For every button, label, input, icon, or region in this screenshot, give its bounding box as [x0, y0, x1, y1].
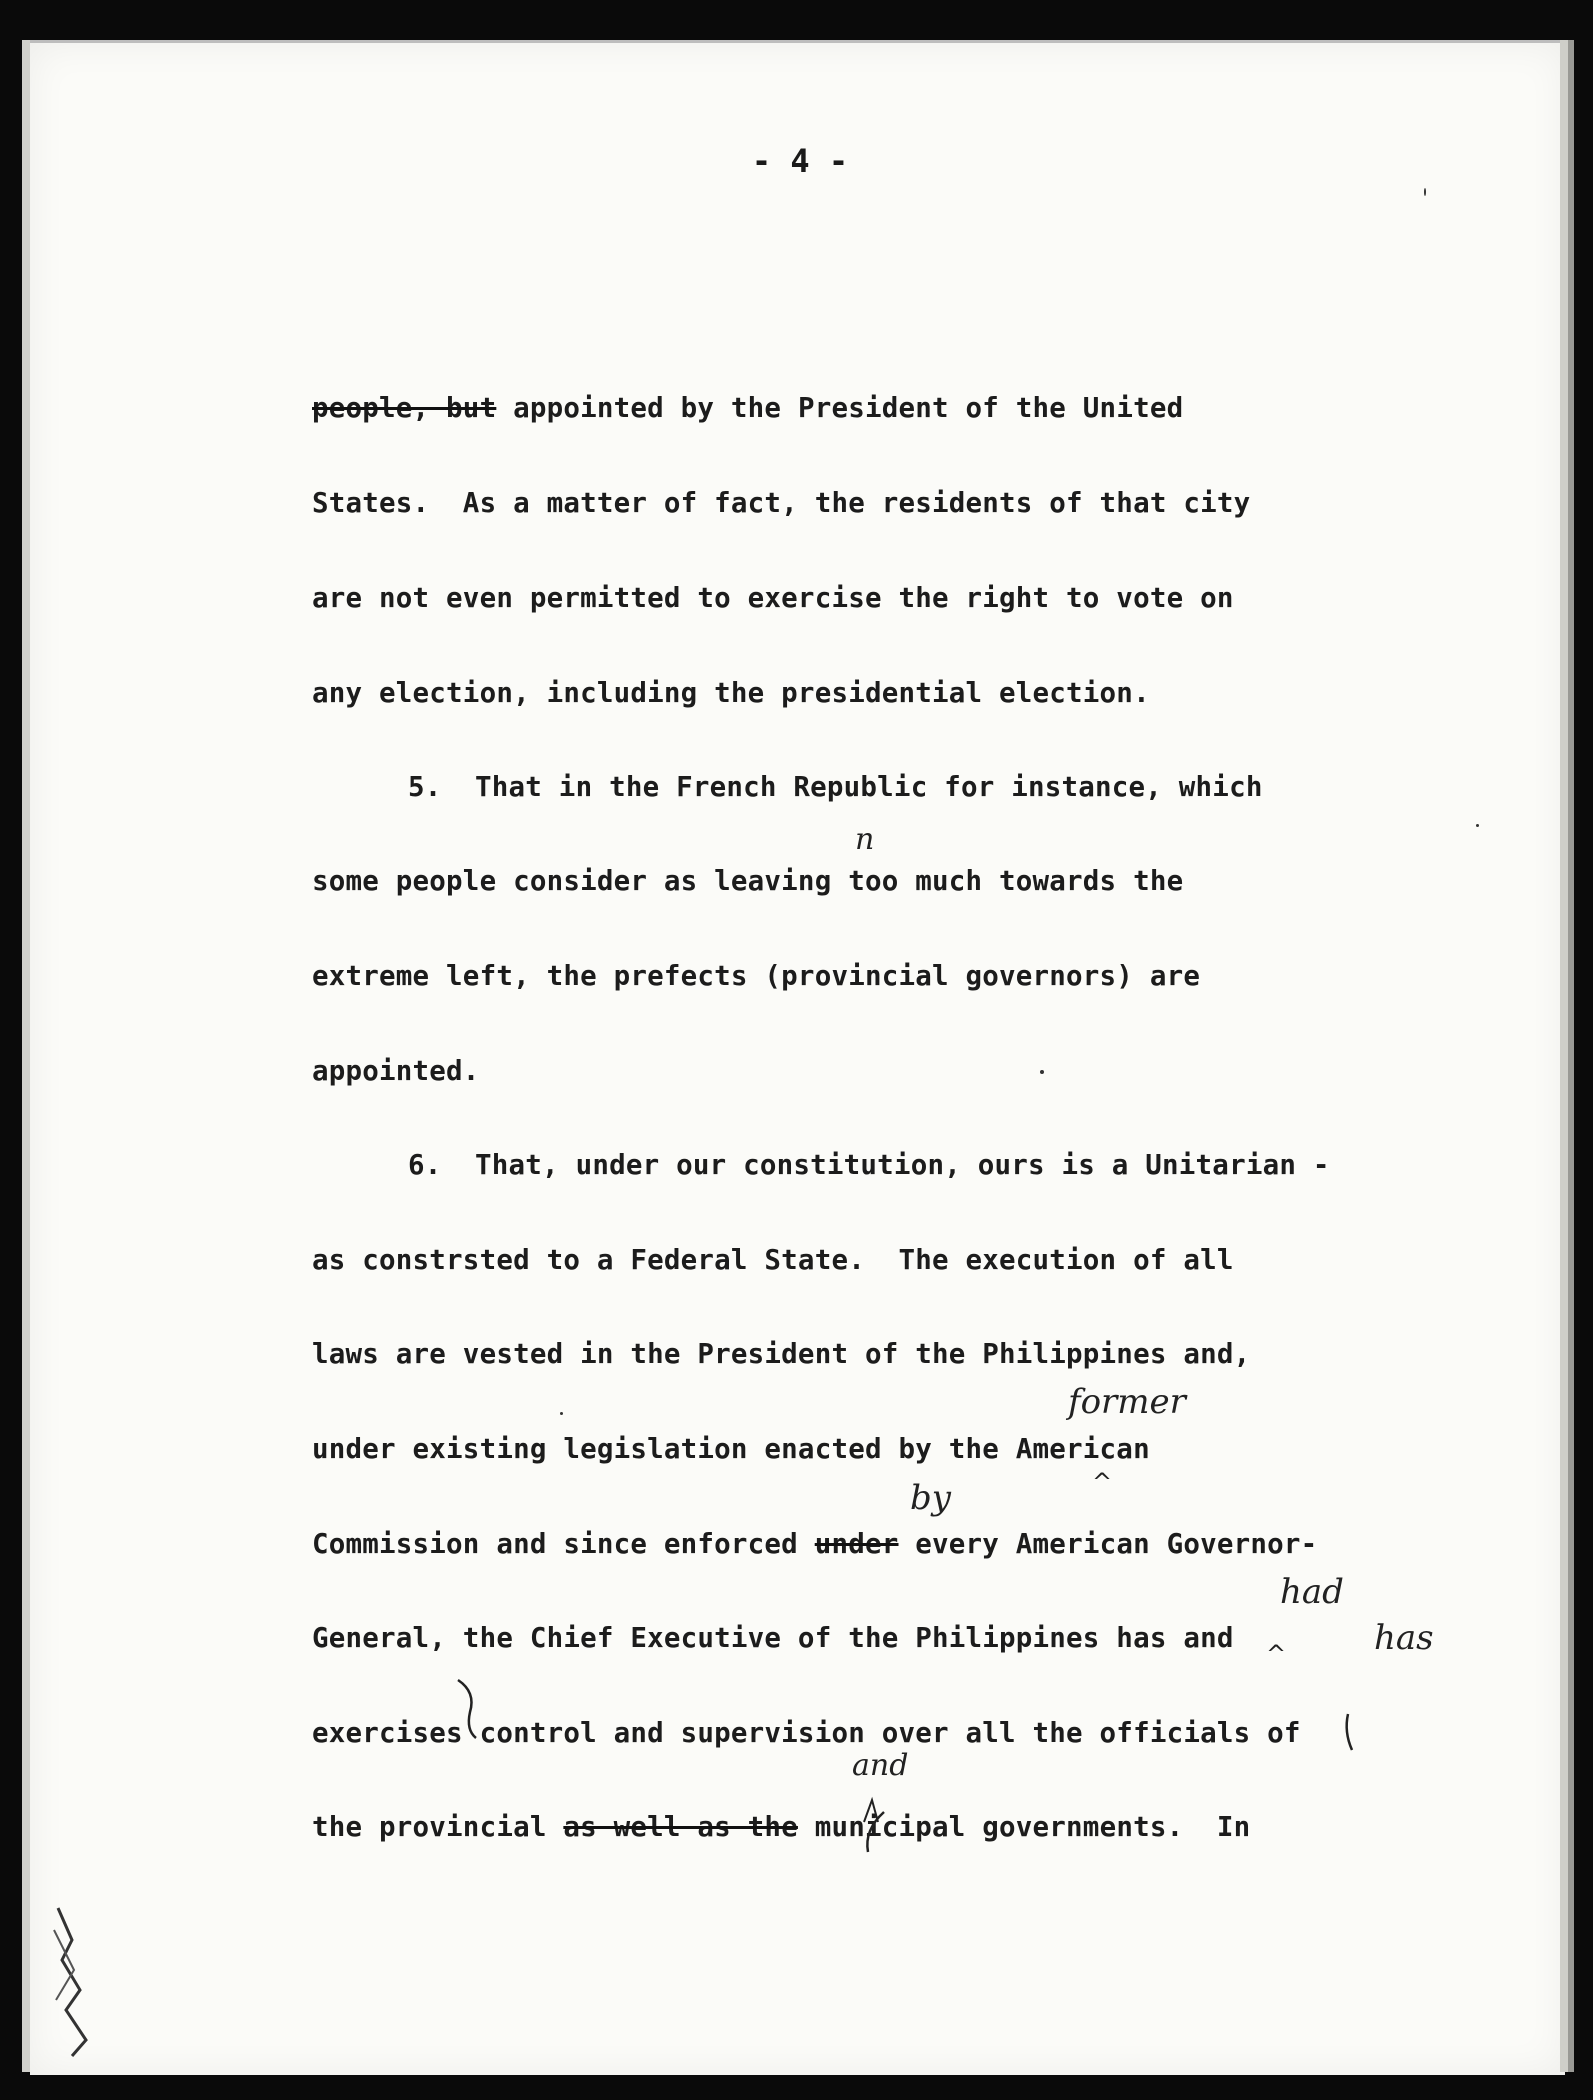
struck-text: people, but: [312, 392, 497, 424]
text-line-3: are not even permitted to exercise the right to vote on: [312, 582, 1234, 614]
text-line-2: States. As a matter of fact, the residents of that city: [312, 487, 1251, 519]
scan-speck: [1424, 188, 1426, 196]
text-line-5: 5. That in the French Republic for instance, which: [408, 771, 1263, 803]
text-line-4: any election, including the presidential election.: [312, 677, 1150, 709]
text-line-8: appointed.: [312, 1055, 480, 1087]
handwritten-had: had: [1280, 1572, 1344, 1612]
text-line-10: as constrsted to a Federal State. The execution of all: [312, 1244, 1234, 1276]
handwritten-by: by: [910, 1478, 951, 1518]
line-text: appointed by the President of the United: [496, 392, 1184, 424]
scan-speck: [560, 1412, 563, 1415]
text-line-12: under existing legislation enacted by the American: [312, 1433, 1150, 1465]
struck-text: as well as the: [563, 1811, 798, 1843]
insertion-caret-icon: ^: [1092, 1468, 1113, 1496]
text-line-7: extreme left, the prefects (provincial governors) are: [312, 960, 1201, 992]
line-text: the provincial: [312, 1811, 564, 1843]
page-number: - 4 -: [751, 142, 849, 180]
text-line-14: General, the Chief Executive of the Philippines has and: [312, 1622, 1234, 1654]
corner-scribble: [52, 1900, 122, 2060]
text-line-15: exercises control and supervision over all the officials of: [312, 1717, 1301, 1749]
line-text: Commission and since enforced: [312, 1528, 815, 1560]
struck-text: under: [814, 1528, 899, 1560]
text-line-6: some people consider as leaving too much towards the: [312, 865, 1184, 897]
text-line-9: 6. That, under our constitution, ours is a Unitarian -: [408, 1149, 1330, 1181]
bracket-mark-icon: [1347, 1714, 1352, 1750]
line-text: municipal governments. In: [797, 1811, 1251, 1843]
handwritten-and: and: [852, 1748, 909, 1783]
bracket-mark-icon: [867, 1812, 884, 1852]
handwritten-n: n: [855, 822, 875, 857]
text-line-11: laws are vested in the President of the Philippines and,: [312, 1338, 1251, 1370]
scan-speck: [1040, 1070, 1044, 1074]
insertion-caret-icon: ^: [1266, 1640, 1287, 1668]
handwritten-former: former: [1068, 1382, 1186, 1422]
scan-speck: [1476, 824, 1479, 827]
line-text: every American Governor-: [898, 1528, 1318, 1560]
handwritten-has: has: [1374, 1618, 1434, 1658]
bracket-mark-icon: [458, 1680, 476, 1738]
